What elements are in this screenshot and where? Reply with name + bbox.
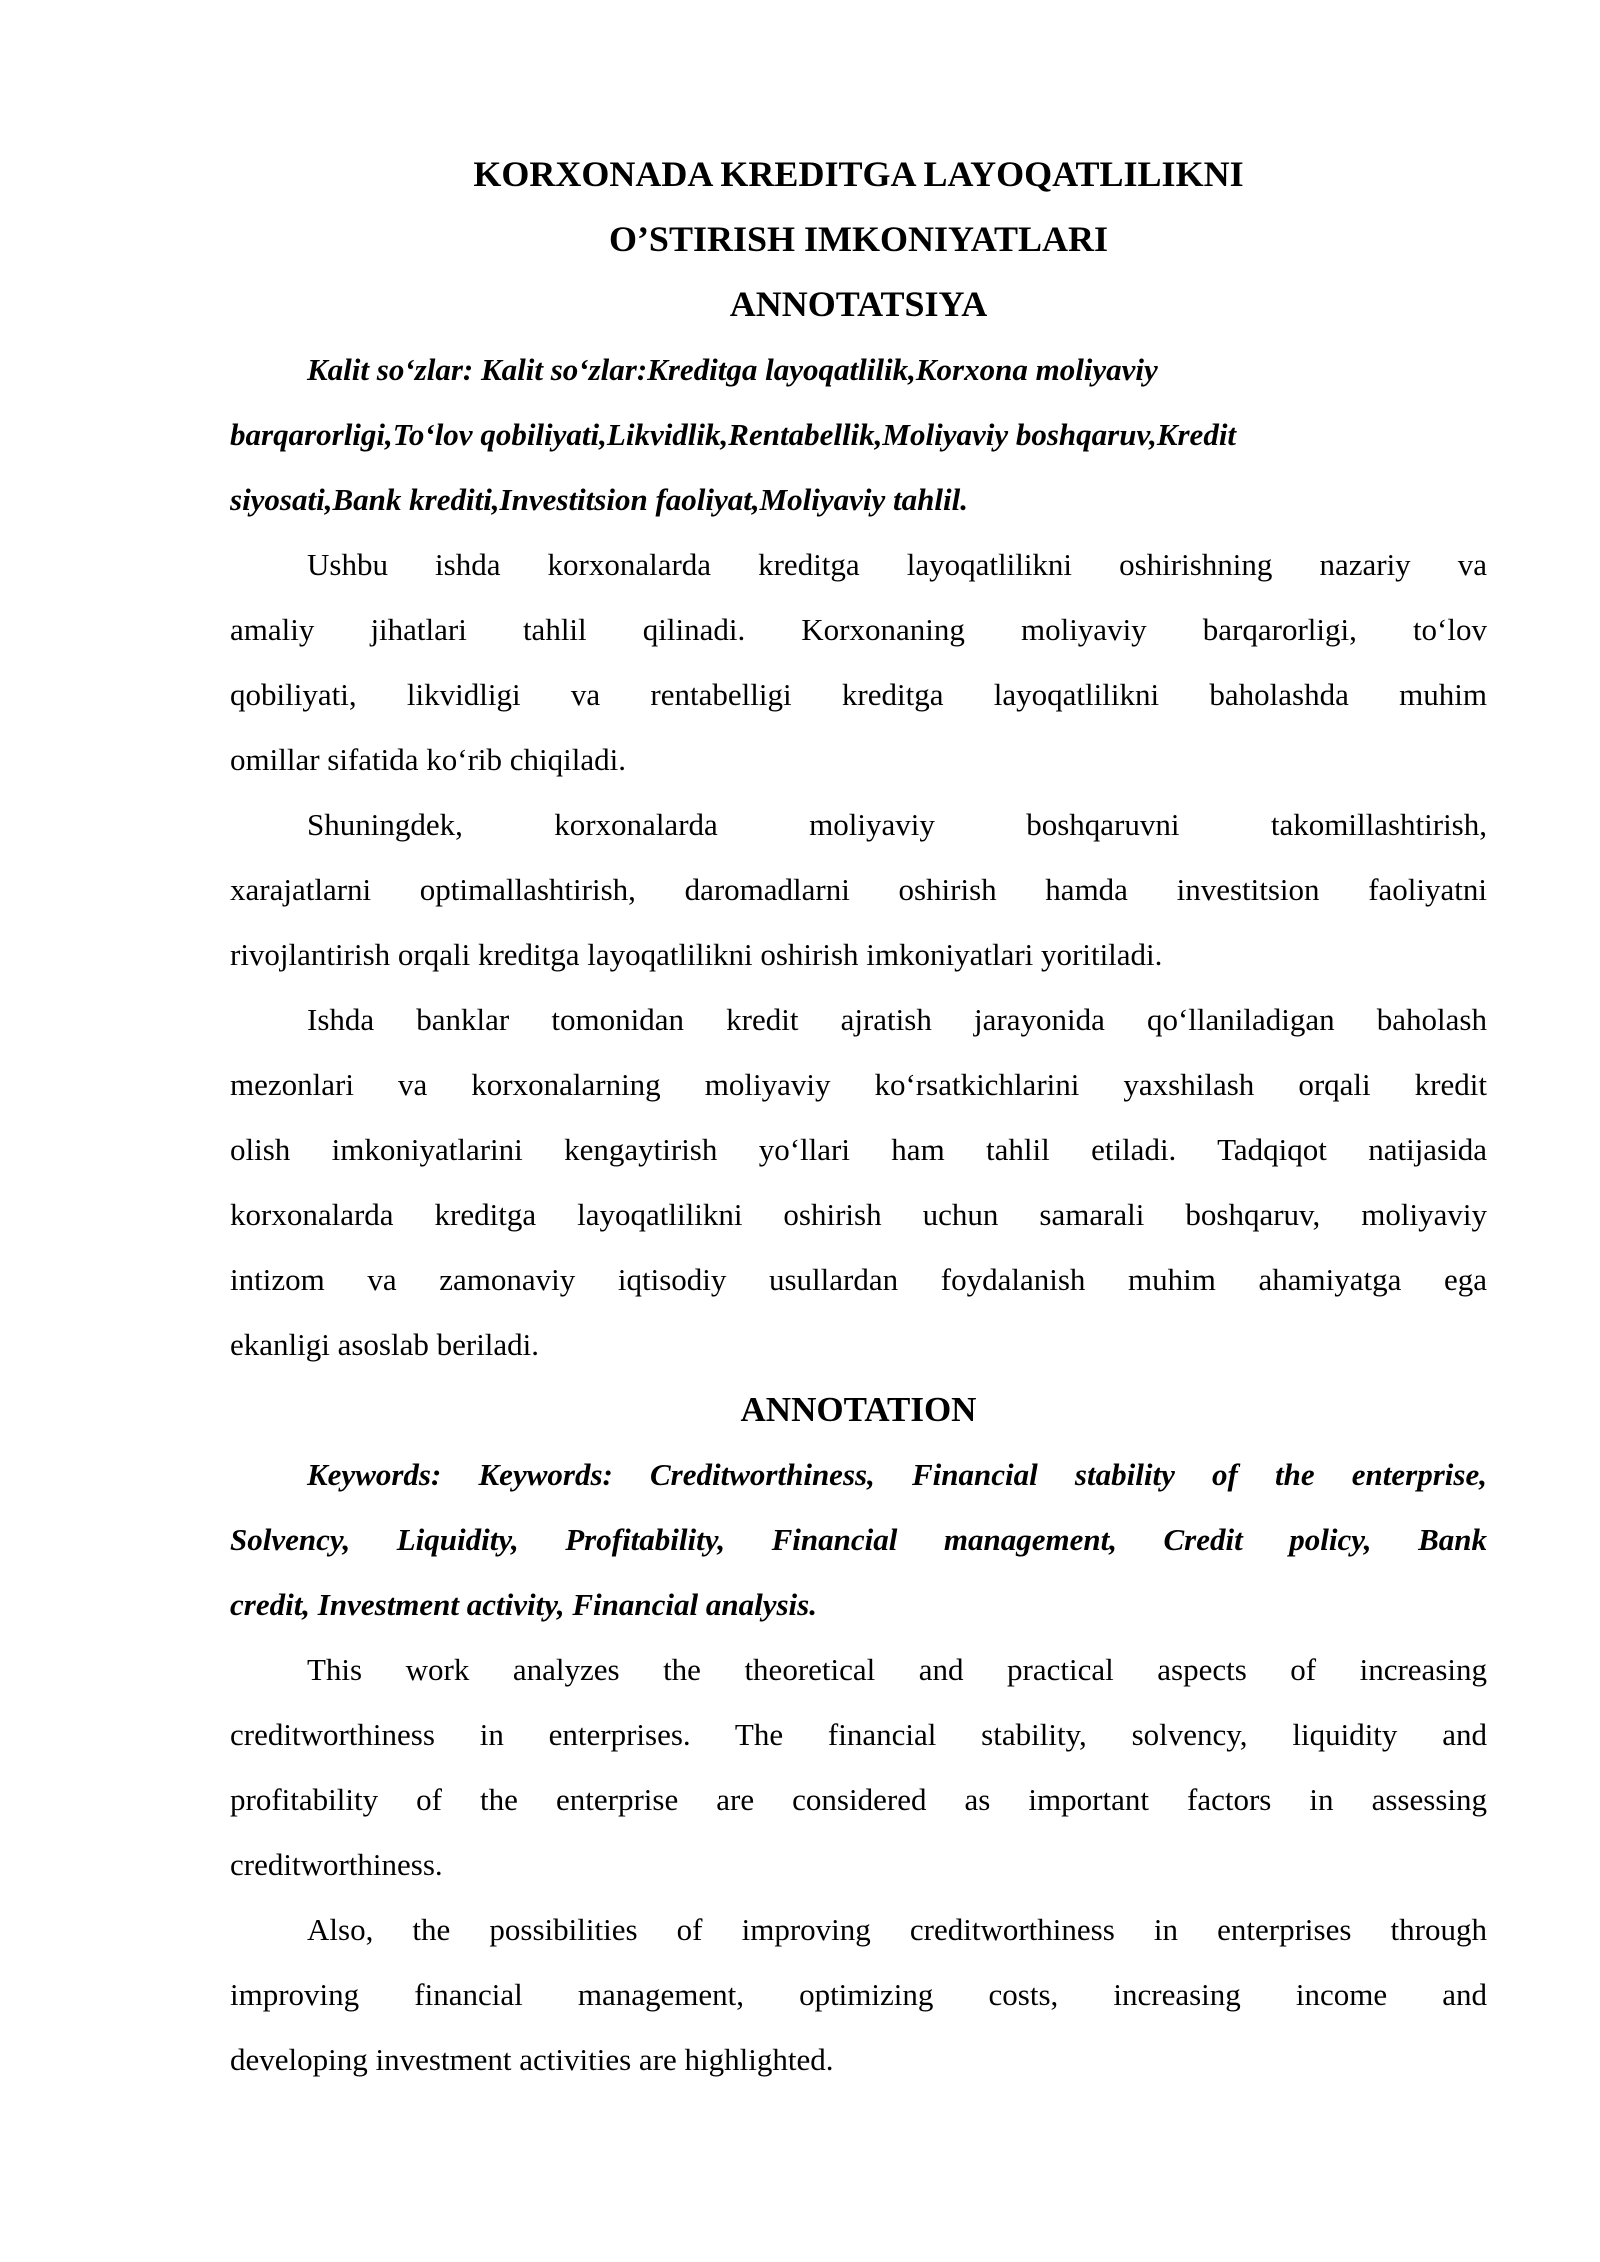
text-line: creditworthiness. <box>230 1847 443 1882</box>
title-block <box>230 142 1487 337</box>
text-line: amaliy jihatlari tahlil qilinadi. Korxonaning moliyaviy barqarorligi, to‘lov <box>230 612 1487 647</box>
english-paragraph-1 <box>230 1637 1487 1897</box>
text-line: Ushbu ishda korxonalarda kreditga layoqatlilikni oshirishning nazariy va <box>307 547 1487 582</box>
text-line: profitability of the enterprise are considered as important factors in assessing <box>230 1782 1487 1817</box>
english-keywords <box>230 1442 1487 1637</box>
uzbek-paragraph-1 <box>230 532 1487 792</box>
uzbek-paragraph-2 <box>230 792 1487 987</box>
text-line: qobiliyati, likvidligi va rentabelligi kreditga layoqatlilikni baholashda muhim <box>230 677 1487 712</box>
uzbek-keywords <box>230 337 1487 532</box>
text-line: barqarorligi,To‘lov qobiliyati,Likvidlik,Rentabellik,Moliyaviy boshqaruv,Kredit <box>230 417 1237 452</box>
text-line: Shuningdek, korxonalarda moliyaviy boshqaruvni takomillashtirish, <box>307 807 1487 842</box>
text-line: intizom va zamonaviy iqtisodiy usullardan foydalanish muhim ahamiyatga ega <box>230 1262 1487 1297</box>
text-line: creditworthiness in enterprises. The financial stability, solvency, liquidity and <box>230 1717 1487 1752</box>
text-line: rivojlantirish orqali kreditga layoqatlilikni oshirish imkoniyatlari yoritiladi. <box>230 937 1163 972</box>
annotation-heading <box>230 1377 1487 1442</box>
text-line: mezonlari va korxonalarning moliyaviy ko‘rsatkichlarini yaxshilash orqali kredit <box>230 1067 1487 1102</box>
page-title-line-2: O’STIRISH IMKONIYATLARI <box>608 219 1109 259</box>
text-line: Kalit so‘zlar: Kalit so‘zlar:Kreditga layoqatlilik,Korxona moliyaviy <box>307 352 1158 387</box>
uzbek-paragraph-3 <box>230 987 1487 1377</box>
english-paragraph-2 <box>230 1897 1487 2092</box>
text-line: siyosati,Bank krediti,Investitsion faoliyat,Moliyaviy tahlil. <box>230 482 968 517</box>
text-line: Ishda banklar tomonidan kredit ajratish jarayonida qo‘llaniladigan baholash <box>307 1002 1487 1037</box>
text-line: Also, the possibilities of improving creditworthiness in enterprises through <box>307 1912 1487 1947</box>
text-line: Solvency, Liquidity, Profitability, Financial management, Credit policy, Bank <box>230 1522 1487 1557</box>
text-line: ANNOTATION <box>740 1390 977 1429</box>
text-line: developing investment activities are highlighted. <box>230 2042 834 2077</box>
page-title-line-1: KORXONADA KREDITGA LAYOQATLILIKNI <box>473 154 1244 194</box>
text-line: xarajatlarni optimallashtirish, daromadlarni oshirish hamda investitsion faoliyatni <box>230 872 1487 907</box>
page-title-line-3: ANNOTATSIYA <box>729 284 988 324</box>
text-line: This work analyzes the theoretical and practical aspects of increasing <box>307 1652 1487 1687</box>
text-line: Keywords: Keywords: Creditworthiness, Financial stability of the enterprise, <box>307 1457 1487 1492</box>
text-line: ekanligi asoslab beriladi. <box>230 1327 540 1362</box>
text-line: improving financial management, optimizing costs, increasing income and <box>230 1977 1487 2012</box>
document-content <box>230 142 1487 2092</box>
document-body <box>230 337 1487 2092</box>
text-line: olish imkoniyatlarini kengaytirish yo‘llari ham tahlil etiladi. Tadqiqot natijasida <box>230 1132 1487 1167</box>
text-line: korxonalarda kreditga layoqatlilikni oshirish uchun samarali boshqaruv, moliyaviy <box>230 1197 1487 1232</box>
text-line: omillar sifatida ko‘rib chiqiladi. <box>230 742 627 777</box>
text-line: credit, Investment activity, Financial analysis. <box>230 1587 817 1622</box>
